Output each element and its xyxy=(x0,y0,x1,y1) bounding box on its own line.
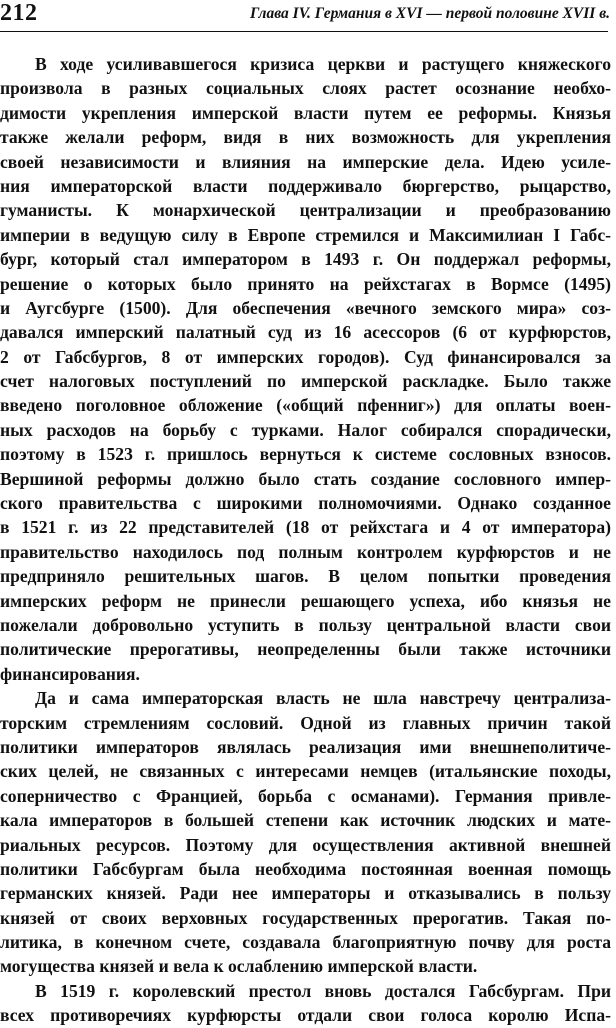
text-line: в 1521 г. из 22 представителей (18 от рейхстага и 4 от императора) xyxy=(0,517,611,538)
text-line: литика, в конечном счете, создавала благоприятную почву для роста xyxy=(0,932,611,953)
text-line: кала императоров в большей степени как источник людских и мате- xyxy=(0,810,611,831)
running-head: Глава IV. Германия в XVI — первой половине XVII в. xyxy=(249,5,610,22)
text-line: 2 от Габсбургов, 8 от имперских городов). Суд финансировался за xyxy=(0,346,611,367)
text-line: финансирования. xyxy=(0,663,140,684)
text-line: риальных ресурсов. Поэтому для осуществления активной внешней xyxy=(0,834,611,855)
text-line: торским стремлениям сословий. Одной из главных причин такой xyxy=(0,712,611,733)
text-line: счет налоговых поступлений по имперской раскладке. Было также xyxy=(0,371,611,392)
text-line: Да и сама императорская власть не шла навстречу централиза- xyxy=(35,688,611,709)
text-line: В ходе усиливавшегося кризиса церкви и растущего княжеского xyxy=(35,54,611,74)
text-line: соперничество с Францией, борьба с османами). Германия привле- xyxy=(0,785,611,806)
text-line: введено поголовное обложение («общий пфенниг») для оплаты воен- xyxy=(0,395,611,416)
text-line: предприняло решительных шагов. В целом попытки проведения xyxy=(0,566,611,587)
text-line: В 1519 г. королевский престол вновь достался Габсбургам. При xyxy=(35,980,611,1001)
text-line: ных расходов на борьбу с турками. Налог собирался спорадически, xyxy=(0,419,611,440)
text-line: и Аугсбурге (1500). Для обеспечения «вечного земского мира» соз- xyxy=(0,297,611,318)
text-line: Вершиной реформы должно было стать создание сословного импер- xyxy=(0,468,611,489)
page-header xyxy=(0,0,616,34)
text-line: своей независимости и влияния на имперские дела. Идею усиле- xyxy=(0,151,611,172)
text-line: имперских реформ не принесли решающего успеха, ибо князья не xyxy=(0,590,611,611)
text-line: империи в ведущую силу в Европе стремился и Максимилиан I Габс- xyxy=(0,224,611,245)
text-line: ского правительства с широкими полномочиями. Однако созданное xyxy=(0,493,611,514)
text-line: гуманисты. К монархической централизации и преобразованию xyxy=(0,200,611,221)
text-line: всех противоречиях курфюрсты отдали свои голоса королю Испа- xyxy=(0,1005,611,1026)
text-line: ния императорской власти поддерживало бюргерство, рыцарство, xyxy=(0,175,611,196)
paragraph xyxy=(0,52,611,686)
page-number: 212 xyxy=(0,0,38,26)
text-line: поэтому в 1523 г. пришлось вернуться к системе сословных взносов. xyxy=(0,444,611,465)
text-line: германских князей. Ради нее императоры и отказывались в пользу xyxy=(0,883,611,904)
text-line: правительство находилось под полным контролем курфюрстов и не xyxy=(0,541,611,562)
paragraph xyxy=(0,686,611,979)
text-line: могущества князей и вела к ослаблению имперской власти. xyxy=(0,956,478,977)
text-line: политики Габсбургам была необходима постоянная военная помощь xyxy=(0,858,611,879)
text-line: князей от своих верховных государственных прерогатив. Такая по- xyxy=(0,907,611,928)
text-line: решение о которых было принято на рейхстагах в Вормсе (1495) xyxy=(0,273,611,294)
text-line: политики императоров являлась реализация ими внешнеполитиче- xyxy=(0,736,611,757)
text-line: пожелали добровольно уступить в пользу центральной власти свои xyxy=(0,614,611,635)
text-line: также желали реформ, видя в них возможность для укрепления xyxy=(0,127,611,148)
text-line: димости укрепления имперской власти путем ее реформы. Князья xyxy=(0,102,611,123)
text-line: политические прерогативы, неопределенны были также источники xyxy=(0,639,611,660)
header-rule xyxy=(0,31,608,32)
text-line: бург, который стал императором в 1493 г. Он поддержал реформы, xyxy=(0,249,611,270)
paragraph xyxy=(0,979,611,1028)
text-line: ских целей, не связанных с интересами немцев (итальянские походы, xyxy=(0,761,611,782)
text-line: давался имперский палатный суд из 16 асессоров (6 от курфюрстов, xyxy=(0,322,611,343)
text-line: произвола в разных социальных слоях растет осознание необхо- xyxy=(0,78,611,99)
body-text xyxy=(0,52,611,1028)
